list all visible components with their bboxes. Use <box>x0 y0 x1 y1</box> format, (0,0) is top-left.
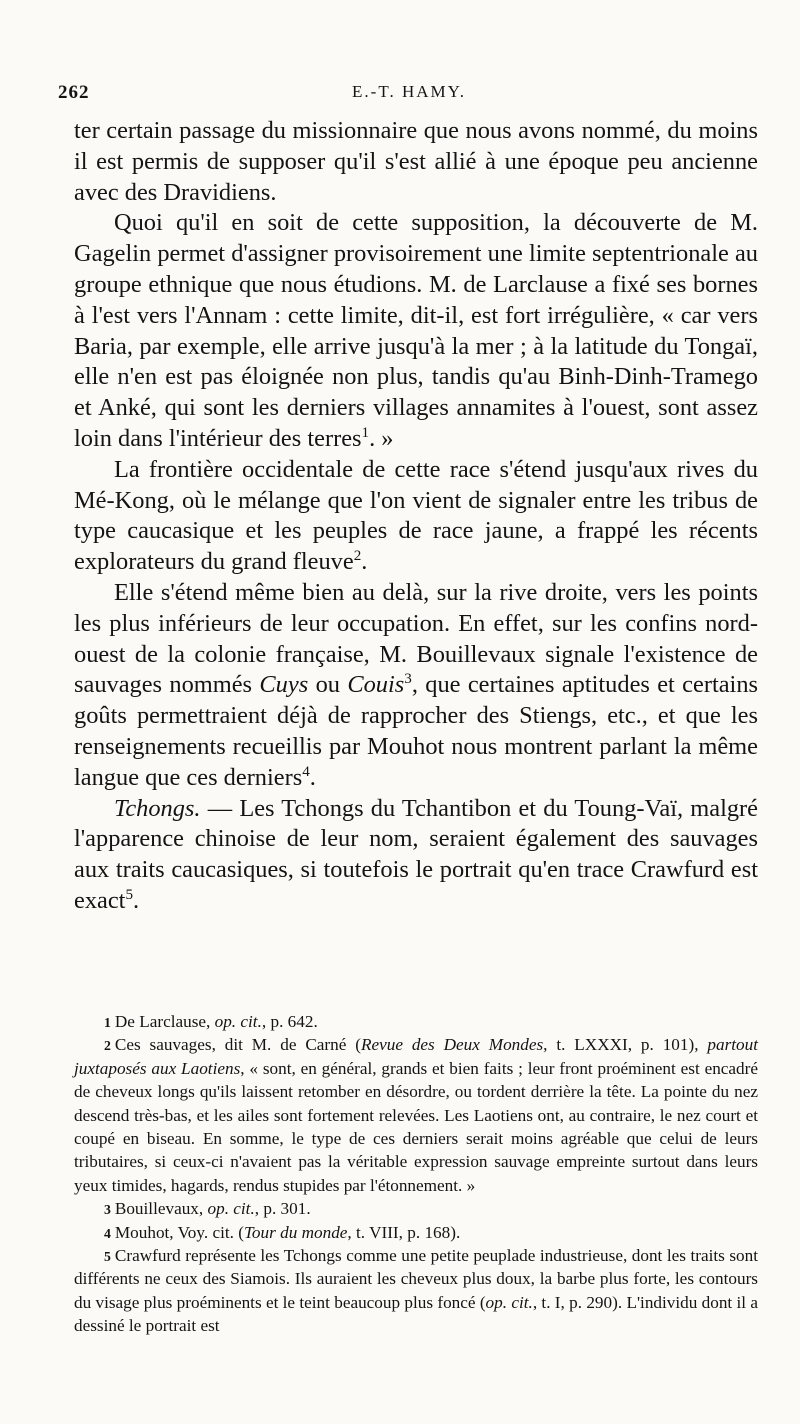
footnote-text: Ces sauvages, dit M. de Carné ( <box>114 1035 361 1055</box>
footnote-ref: 3 <box>404 671 412 688</box>
footnote-ref: 1 <box>361 424 370 441</box>
footnote-text: Mouhot, Voy. cit. ( <box>114 1222 244 1242</box>
footnote-mark: 4 <box>104 1225 111 1241</box>
paragraph-3 <box>74 455 758 578</box>
emphasis: partout juxtaposés aux Laotiens <box>74 1035 758 1078</box>
paragraph-text: . <box>309 763 316 791</box>
paragraph-text: . » <box>369 424 394 452</box>
footnote-text: Bouillevaux, <box>114 1199 204 1219</box>
footnote-3 <box>74 1197 758 1220</box>
footnote-ref: 5 <box>125 886 134 903</box>
footnote-text: De Larclause, <box>114 1012 211 1031</box>
footnote-text: , t. VIII, p. 168). <box>347 1222 461 1242</box>
emphasis: Tour du monde <box>243 1222 348 1242</box>
footnote-4 <box>74 1221 758 1244</box>
emphasis: op. cit. <box>485 1292 533 1312</box>
footnote-ref: 2 <box>353 548 362 565</box>
emphasis: Couis <box>347 671 405 699</box>
paragraph-4 <box>74 578 758 794</box>
footnote-2 <box>74 1033 758 1197</box>
footnote-mark: 5 <box>104 1249 111 1265</box>
footnote-text: , t. LXXXI, p. 101), <box>543 1035 699 1055</box>
paragraph-text: . <box>361 548 368 576</box>
main-text <box>74 116 758 917</box>
section-lead: Tchongs. <box>114 794 201 822</box>
footnote-mark: 2 <box>104 1038 111 1054</box>
footnote-text: Crawfurd représente les Tchongs comme une petite peuplade industrieuse, dont les traits sont différents ne ceux des Siamois. Ils auraient les cheveux plus doux, la barbe plus forte, les contours du visage plus proéminents et le teint beaucoup plus foncé ( <box>74 1246 758 1312</box>
footnotes <box>74 1010 758 1338</box>
page-number: 262 <box>58 82 90 103</box>
paragraph-2 <box>74 208 758 454</box>
paragraph-text: Elle s'étend même bien au delà, sur la rive droite, vers les points les plus inférieurs de leur occupation. En effet, sur les confins nord-ouest de la colonie française, M. Bouillevaux signale l'existence de sauvages nommés <box>74 578 758 699</box>
paragraph-text: , que certaines aptitudes et certains goûts permettraient déjà de rapprocher des Stiengs, etc., et que les renseignements recueillis par Mouhot nous montrent parlant la même langue que ces derniers <box>74 671 759 791</box>
footnote-1 <box>74 1010 758 1033</box>
paragraph-text: ou <box>315 671 340 699</box>
paragraph-text: ter certain passage du missionnaire que nous avons nommé, du moins il est permis de supposer qu'il s'est allié à une époque peu ancienne avec des Dravidiens. <box>74 117 758 206</box>
emphasis: Cuys <box>259 671 309 699</box>
footnote-5 <box>74 1244 758 1338</box>
paragraph-1 <box>74 116 758 208</box>
footnote-ref: 4 <box>302 763 310 780</box>
footnote-mark: 1 <box>104 1015 111 1030</box>
footnote-text: , « sont, en général, grands et bien faits ; leur front proéminent est encadré de cheveux longs qu'ils laissent retomber en désordre, ou tordent derrière la tête. La pointe du nez descend très-bas, et les ailes sont fortement relevées. Les Laotiens ont, au contraire, le nez court et coupé en biseau. En somme, le type de ces derniers serait moins agréable que celui de leurs tributaires, si ceux-ci n'avaient pas la véritable expression sauvage empreinte surtout dans leurs yeux timides, hagards, rendus stupides par l'étonnement. » <box>74 1058 758 1195</box>
emphasis: op. cit. <box>207 1199 255 1219</box>
emphasis: op. cit. <box>214 1012 262 1031</box>
paragraph-text: Quoi qu'il en soit de cette supposition, la découverte de M. Gagelin permet d'assigner provisoirement une limite septentrionale au groupe ethnique que nous étudions. M. de Larclause a fixé ses bornes à l'est vers l'Annam : cette limite, dit-il, est fort irrégulière, « car vers Baria, par exemple, elle arrive jusqu'à la mer ; à la latitude du Tongaï, elle n'en est pas éloignée non plus, tandis qu'au Binh-Dinh-Tramego et Anké, qui sont les derniers villages annamites à l'ouest, sont assez loin dans l'intérieur des terres <box>74 209 758 452</box>
footnote-mark: 3 <box>104 1202 111 1218</box>
footnote-text: , p. 642. <box>261 1012 318 1031</box>
running-head: E.-T. HAMY. <box>352 82 466 101</box>
emphasis: Revue des Deux Mondes <box>360 1035 544 1055</box>
paragraph-text: . <box>133 886 140 914</box>
footnote-text: , p. 301. <box>254 1199 311 1219</box>
footnote-text: , t. I, p. 290). L'individu dont il a dessiné le portrait est <box>74 1292 758 1336</box>
paragraph-text: — Les Tchongs du Tchantibon et du Toung-Vaï, malgré l'apparence chinoise de leur nom, seraient également des sauvages aux traits caucasiques, si toutefois le portrait qu'en trace Crawfurd est exact <box>74 794 759 914</box>
paragraph-text: La frontière occidentale de cette race s'étend jusqu'aux rives du Mé-Kong, où le mélange que l'on vient de signaler entre les tribus de type caucasique et les peuples de race jaune, a frappé les récents explorateurs du grand fleuve <box>74 455 758 576</box>
paragraph-5 <box>74 794 758 917</box>
